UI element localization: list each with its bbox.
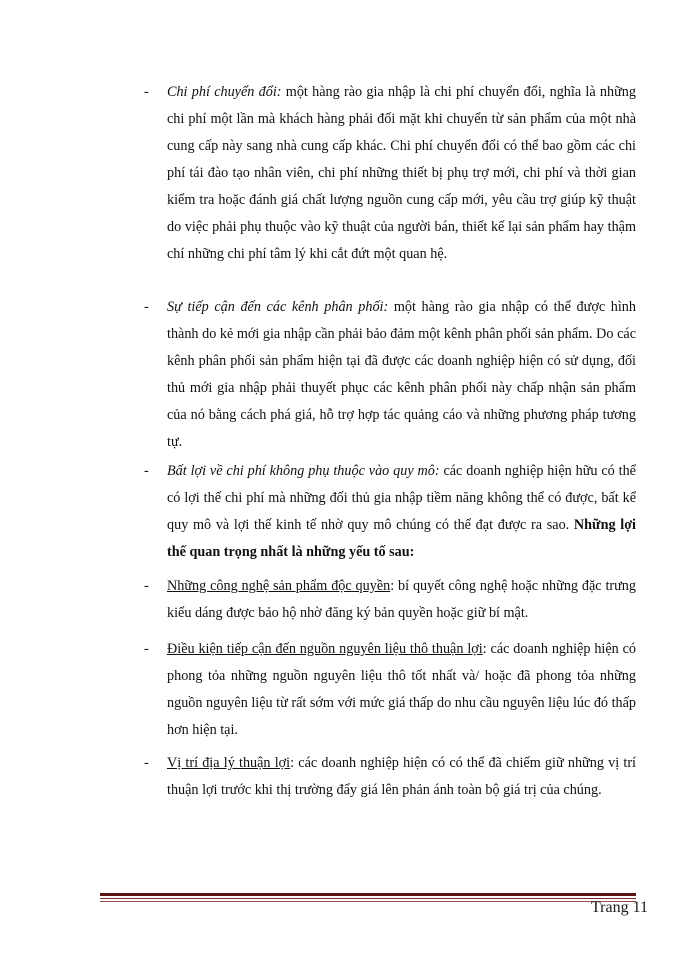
term-underlined: Vị trí địa lý thuận lợi: [167, 755, 291, 771]
bold-lead-in: Những lợi thế quan trọng nhất là những yếu tố sau:: [167, 517, 637, 560]
footer-rule-thin: [100, 901, 636, 902]
list-item-distribution-channels: [144, 294, 636, 456]
term-italic: Bất lợi về chi phí không phụ thuộc vào quy mô:: [167, 463, 440, 479]
term-underlined: Những công nghệ sản phẩm độc quyền: [167, 578, 391, 594]
term-italic: Chi phí chuyển đổi:: [167, 84, 282, 100]
paragraph-text: : bí quyết công nghệ hoặc những đặc trưng kiểu dáng được bảo hộ nhờ đăng ký bản quyền hoặc giữ bí mật.: [167, 578, 636, 621]
bullet-dash: -: [144, 578, 149, 594]
paragraph-text: các doanh nghiệp hiện hữu có thể có lợi thế chi phí mà những đối thủ gia nhập tiềm năng không thể có được, bất kể quy mô và lợi thế kinh tế nhờ quy mô chúng có thể đạt được ra sao.: [167, 463, 636, 533]
paragraph: [167, 458, 636, 566]
page-number: Trang 11: [590, 899, 648, 916]
paragraph: [167, 573, 636, 627]
bullet-dash: -: [144, 299, 149, 315]
bullet-dash: -: [144, 755, 149, 771]
list-item-cost-disadvantage: [144, 458, 636, 566]
term-underlined: Điều kiện tiếp cận đến nguồn nguyên liệu thô thuận lợi: [167, 641, 483, 657]
paragraph-text: một hàng rào gia nhập là chi phí chuyển đổi, nghĩa là những chi phí một lần mà khách hàng phải đối mặt khi chuyển từ sản phẩm của một nhà cung cấp này sang nhà cung cấp khác. Chi phí chuyển đổi có thể bao gồm các chi phí tái đào tạo nhân viên, chi phí những thiết bị phụ trợ mới, chi phí và thời gian kiểm tra hoặc đánh giá chất lượng nguồn cung cấp mới, yêu cầu trợ giúp kỹ thuật do việc phải phụ thuộc vào kỹ thuật của người bán, thiết kế lại sản phẩm hay thậm chí những chi phí tâm lý khi cắt đứt một quan hệ.: [167, 84, 636, 262]
bullet-dash: -: [144, 463, 149, 479]
paragraph: [167, 79, 636, 268]
bullet-dash: -: [144, 84, 149, 100]
footer-rule-thin: [100, 898, 636, 899]
bullet-dash: -: [144, 641, 149, 657]
paragraph: [167, 294, 636, 456]
paragraph-text: : các doanh nghiệp hiện có phong tỏa những nguồn nguyên liệu thô tốt nhất và/ hoặc đã phong tỏa những nguồn nguyên liệu từ rất sớm với mức giá thấp do nhu cầu nguyên liệu lúc đó thấp hơn hiện tại.: [167, 641, 637, 738]
paragraph: [167, 636, 636, 744]
list-item-proprietary-technology: [144, 573, 636, 627]
list-item-raw-materials: [144, 636, 636, 744]
paragraph-text: : các doanh nghiệp hiện có có thể đã chiếm giữ những vị trí thuận lợi trước khi thị trường đẩy giá lên phản ánh toàn bộ giá trị của chúng.: [167, 755, 636, 798]
paragraph: [167, 750, 636, 804]
footer-rule: [100, 893, 636, 896]
paragraph-text: một hàng rào gia nhập có thể được hình thành do kẻ mới gia nhập cần phải bảo đảm một kênh phân phối sản phẩm. Do các kênh phân phối sản phẩm hiện tại đã được các doanh nghiệp hiện có sử dụng, đối thủ mới gia nhập phải thuyết phục các kênh phân phối này chấp nhận sản phẩm của nó bằng cách phá giá, hỗ trợ hợp tác quảng cáo và những phương pháp tương tự.: [167, 299, 636, 450]
term-italic: Sự tiếp cận đến các kênh phân phối:: [167, 299, 389, 315]
list-item-location: [144, 750, 636, 804]
list-item-switching-cost: [144, 79, 636, 268]
